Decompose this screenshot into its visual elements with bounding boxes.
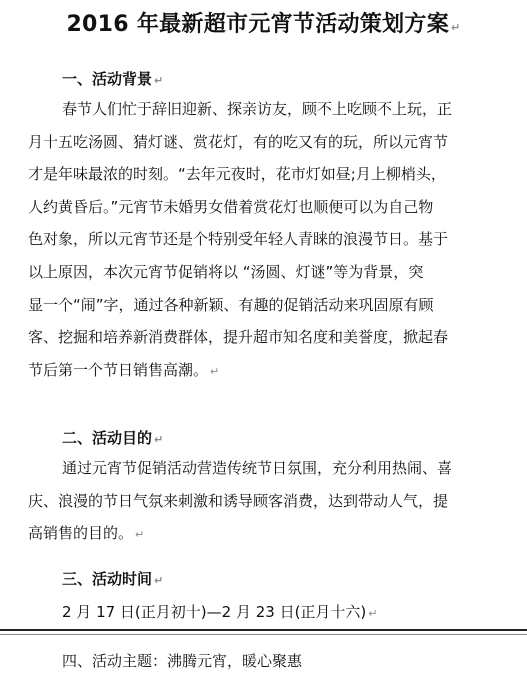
text-line xyxy=(28,517,474,552)
section-heading-background xyxy=(62,68,163,92)
text-line: 客、挖掘和培养新消费群体，提升超市知名度和美誉度，掀起春 xyxy=(28,328,449,347)
paragraph-mark-icon: ↵ xyxy=(451,21,461,34)
text-line: 春节人们忙于辞旧迎新、探亲访友，顾不上吃顾不上玩，正 xyxy=(62,100,453,118)
paragraph-mark-icon: ↵ xyxy=(368,607,378,620)
page-break-divider-shadow xyxy=(0,634,527,635)
heading-text: 一、活动背景 xyxy=(62,70,153,88)
text-line: 月十五吃汤圆、猜灯谜、赏花灯，有的吃又有的玩，所以元宵节 xyxy=(28,132,449,151)
document-title xyxy=(0,10,527,43)
text-line: 显一个“闹”字，通过各种新颖、有趣的促销活动来巩固原有顾 xyxy=(28,295,434,314)
next-page-heading-theme: 四、活动主题：沸腾元宵，暖心聚惠 xyxy=(62,652,303,670)
text-line: 人约黄昏后。”元宵节未婚男女借着赏花灯也顺便可以为自己物 xyxy=(28,197,434,216)
paragraph-mark-icon: ↵ xyxy=(135,528,145,542)
paragraph-time xyxy=(62,596,474,631)
text-line: 以上原因，本次元宵节促销将以 “汤圆、灯谜”等为背景，突 xyxy=(28,262,424,281)
text-line: 色对象，所以元宵节还是个特别受年轻人青睐的浪漫节日。基于 xyxy=(28,230,449,249)
heading-text: 三、活动时间 xyxy=(62,570,153,588)
text-line: 通过元宵节促销活动营造传统节日氛围，充分利用热闹、喜 xyxy=(62,459,453,477)
text-line-content: 2 月 17 日(正月初十)—2 月 23 日(正月十六) xyxy=(62,603,367,621)
paragraph-mark-icon: ↵ xyxy=(154,574,164,587)
paragraph-background xyxy=(28,93,474,388)
section-heading-purpose xyxy=(62,427,163,451)
text-line-content: 节后第一个节日销售高潮。 xyxy=(28,360,209,379)
text-line xyxy=(62,596,474,631)
paragraph-purpose xyxy=(28,452,474,552)
heading-text: 二、活动目的 xyxy=(62,429,153,447)
page-break-divider xyxy=(0,629,527,631)
paragraph-mark-icon: ↵ xyxy=(154,74,164,87)
paragraph-mark-icon: ↵ xyxy=(210,364,220,378)
section-heading-time xyxy=(62,568,163,592)
title-text: 2016 年最新超市元宵节活动策划方案 xyxy=(66,12,450,37)
text-line-content: 高销售的目的。 xyxy=(28,524,134,543)
text-line: 才是年味最浓的时刻。“去年元夜时，花市灯如昼;月上柳梢头， xyxy=(28,165,446,184)
paragraph-mark-icon: ↵ xyxy=(154,433,164,446)
text-line: 庆、浪漫的节日气氛来刺激和诱导顾客消费，达到带动人气，提 xyxy=(28,491,449,510)
text-line xyxy=(28,354,474,389)
